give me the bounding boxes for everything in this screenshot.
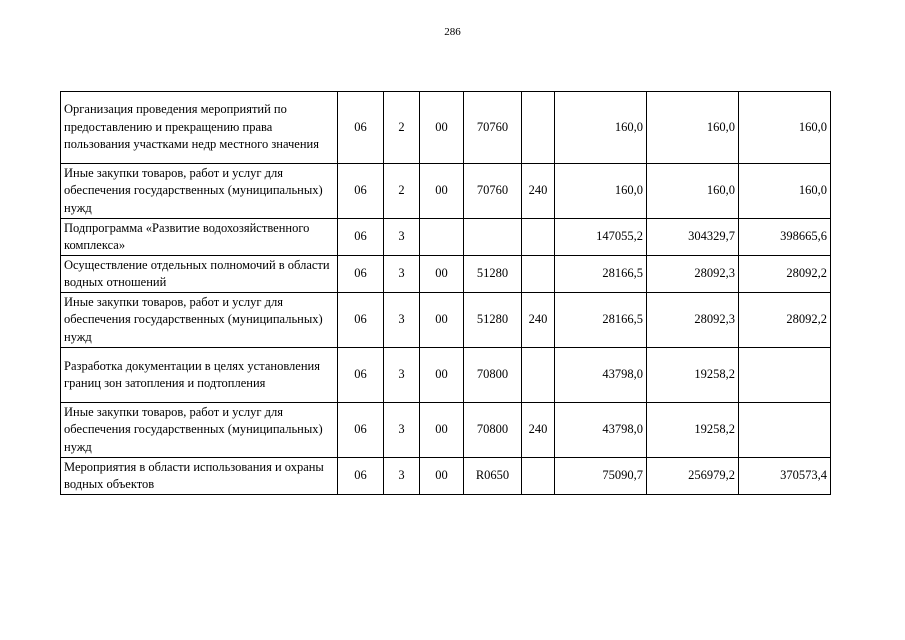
section-code: 06 (338, 219, 384, 256)
page-number: 286 (444, 26, 461, 38)
section-code: 06 (338, 164, 384, 219)
target-code: 70800 (464, 403, 522, 458)
expense-type: 240 (522, 293, 555, 348)
group-code: 00 (420, 403, 464, 458)
amount-year-1: 160,0 (555, 164, 647, 219)
subsection-code: 2 (384, 164, 420, 219)
target-code: 70800 (464, 348, 522, 403)
row-name: Подпрограмма «Развитие водохозяйственного комплекса» (61, 219, 338, 256)
row-name: Разработка документации в целях установления границ зон затопления и подтопления (61, 348, 338, 403)
amount-year-3: 398665,6 (739, 219, 831, 256)
row-name: Осуществление отдельных полномочий в области водных отношений (61, 256, 338, 293)
section-code: 06 (338, 348, 384, 403)
amount-year-1: 28166,5 (555, 256, 647, 293)
group-code: 00 (420, 256, 464, 293)
row-name: Мероприятия в области использования и охраны водных объектов (61, 458, 338, 495)
section-code: 06 (338, 458, 384, 495)
row-name: Организация проведения мероприятий по предоставлению и прекращению права пользования участками недр местного значения (61, 92, 338, 164)
amount-year-1: 160,0 (555, 92, 647, 164)
expense-type (522, 256, 555, 293)
expense-type (522, 348, 555, 403)
section-code: 06 (338, 293, 384, 348)
amount-year-3: 370573,4 (739, 458, 831, 495)
amount-year-3 (739, 403, 831, 458)
table-row (61, 256, 831, 293)
amount-year-1: 28166,5 (555, 293, 647, 348)
section-code: 06 (338, 92, 384, 164)
group-code: 00 (420, 164, 464, 219)
subsection-code: 3 (384, 293, 420, 348)
table-row (61, 219, 831, 256)
group-code: 00 (420, 348, 464, 403)
subsection-code: 3 (384, 348, 420, 403)
expense-type: 240 (522, 403, 555, 458)
amount-year-2: 28092,3 (647, 293, 739, 348)
group-code (420, 219, 464, 256)
table-row (61, 92, 831, 164)
section-code: 06 (338, 256, 384, 293)
target-code: 51280 (464, 293, 522, 348)
table-row (61, 403, 831, 458)
subsection-code: 3 (384, 458, 420, 495)
group-code: 00 (420, 458, 464, 495)
budget-table (60, 91, 831, 495)
subsection-code: 2 (384, 92, 420, 164)
amount-year-3: 28092,2 (739, 293, 831, 348)
table-row (61, 348, 831, 403)
expense-type (522, 219, 555, 256)
amount-year-2: 19258,2 (647, 403, 739, 458)
target-code: 70760 (464, 164, 522, 219)
table-row (61, 293, 831, 348)
amount-year-1: 43798,0 (555, 403, 647, 458)
amount-year-2: 19258,2 (647, 348, 739, 403)
amount-year-2: 160,0 (647, 92, 739, 164)
row-name: Иные закупки товаров, работ и услуг для обеспечения государственных (муниципальных) нужд (61, 293, 338, 348)
amount-year-1: 43798,0 (555, 348, 647, 403)
amount-year-2: 256979,2 (647, 458, 739, 495)
subsection-code: 3 (384, 403, 420, 458)
amount-year-1: 147055,2 (555, 219, 647, 256)
amount-year-3: 160,0 (739, 92, 831, 164)
table-row (61, 164, 831, 219)
amount-year-3: 28092,2 (739, 256, 831, 293)
expense-type: 240 (522, 164, 555, 219)
subsection-code: 3 (384, 219, 420, 256)
target-code: 70760 (464, 92, 522, 164)
amount-year-1: 75090,7 (555, 458, 647, 495)
amount-year-2: 160,0 (647, 164, 739, 219)
expense-type (522, 458, 555, 495)
table-row (61, 458, 831, 495)
amount-year-2: 28092,3 (647, 256, 739, 293)
section-code: 06 (338, 403, 384, 458)
subsection-code: 3 (384, 256, 420, 293)
amount-year-3 (739, 348, 831, 403)
target-code: R0650 (464, 458, 522, 495)
amount-year-2: 304329,7 (647, 219, 739, 256)
row-name: Иные закупки товаров, работ и услуг для обеспечения государственных (муниципальных) нужд (61, 403, 338, 458)
expense-type (522, 92, 555, 164)
row-name: Иные закупки товаров, работ и услуг для обеспечения государственных (муниципальных) нужд (61, 164, 338, 219)
group-code: 00 (420, 293, 464, 348)
target-code: 51280 (464, 256, 522, 293)
group-code: 00 (420, 92, 464, 164)
target-code (464, 219, 522, 256)
amount-year-3: 160,0 (739, 164, 831, 219)
